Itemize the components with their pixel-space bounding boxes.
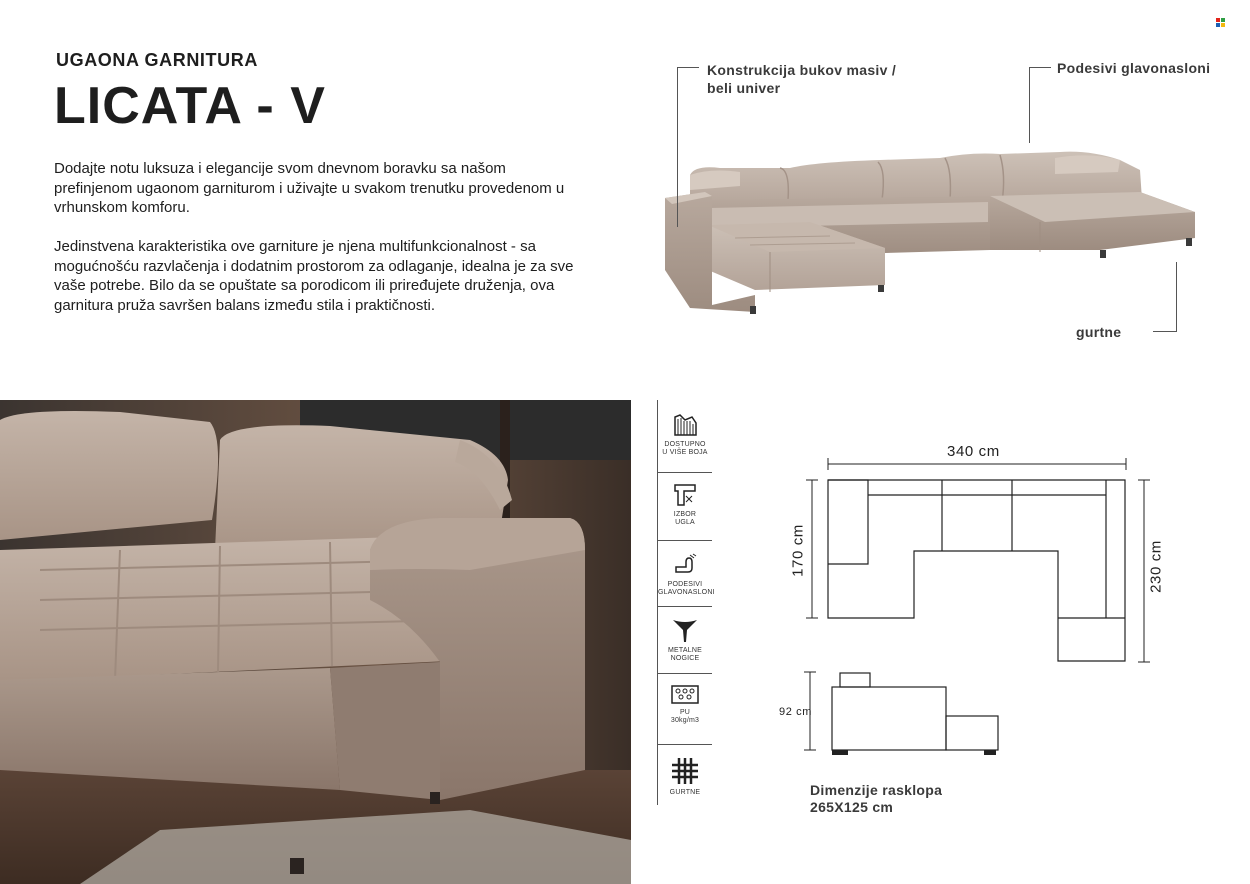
unfold-dimensions-label: Dimenzije rasklopa: [810, 782, 943, 798]
width-dimension: 340 cm: [947, 443, 1000, 460]
metal-leg-icon: [671, 616, 699, 644]
construction-callout: [707, 61, 896, 97]
unfold-dimensions-value: 265X125 cm: [810, 799, 894, 815]
description-paragraph-2: Jedinstvena karakteristika ove garniture je njena multifunkcionalnost - sa mogućnošću razvlačenja i dodatnim prostorom za odlaganje, idealna je za sve vaše potrebe. Bilo da se opuštate sa porodicom ili priređujete druženja, ova garnitura pruža savršen balans između stila i praktičnosti.: [54, 238, 574, 314]
belt-callout: gurtne: [1076, 324, 1122, 340]
foam-icon: [670, 684, 700, 706]
construction-callout-line2: beli univer: [707, 80, 781, 96]
belt-grid-icon: [670, 756, 700, 786]
headrest-callout: Podesivi glavonasloni: [1057, 60, 1211, 76]
unfold-dimensions: [810, 782, 942, 816]
headrest-callout-line-vertical: [1029, 67, 1030, 143]
feature-headrests-label-1: PODESIVI: [667, 581, 703, 588]
corner-choice-icon: [672, 482, 698, 508]
headrest-callout-line: [1029, 67, 1051, 68]
product-title: LICATA - V: [54, 77, 326, 135]
color-swatch-icon: [672, 412, 698, 438]
feature-separator: [658, 472, 712, 473]
feature-foam-label-2: 30kg/m3: [670, 717, 700, 724]
belt-callout-line-vertical: [1176, 262, 1177, 332]
right-depth-dimension: 230 cm: [1147, 540, 1165, 593]
construction-callout-line-vertical: [677, 67, 678, 227]
product-category: UGAONA GARNITURA: [56, 50, 258, 70]
brand-logo-icon: [1216, 18, 1225, 27]
sofa-product-image: [650, 130, 1210, 330]
description-paragraph-1: Dodajte notu luksuza i elegancije svom dnevnom boravku sa našom prefinjenom ugaonom garniturom i uživajte u svakom trenutku provedenom u vrhunskom komforu.: [54, 160, 565, 217]
feature-belts: [658, 756, 712, 797]
adjustable-headrest-icon: [672, 552, 698, 578]
sofa-detail-photo: [0, 400, 631, 884]
feature-legs: [658, 616, 712, 663]
construction-callout-line: [677, 67, 699, 68]
construction-callout-line1: Konstrukcija bukov masiv /: [707, 62, 897, 78]
feature-corner: [658, 482, 712, 527]
feature-headrests: [658, 552, 715, 597]
feature-separator: [658, 540, 712, 541]
feature-foam-label-1: PU: [679, 709, 691, 716]
feature-colors-label-1: DOSTUPNO: [664, 441, 706, 448]
belt-callout-line: [1153, 331, 1177, 332]
feature-belts-label: GURTNE: [669, 789, 701, 796]
feature-colors-label-2: U VIŠE BOJA: [662, 449, 708, 456]
feature-headrests-label-2: GLAVONASLONI: [658, 589, 715, 596]
left-depth-dimension: 170 cm: [789, 524, 807, 577]
feature-separator: [658, 673, 712, 674]
feature-separator: [658, 606, 712, 607]
dimension-diagram: [780, 440, 1180, 770]
feature-corner-label-1: IZBOR: [673, 511, 697, 518]
feature-colors: [658, 412, 712, 457]
feature-separator: [658, 744, 712, 745]
feature-legs-label-2: NOGICE: [670, 655, 700, 662]
feature-legs-label-1: METALNE: [668, 647, 702, 654]
feature-foam: [658, 684, 712, 725]
feature-corner-label-2: UGLA: [675, 519, 695, 526]
height-dimension: 92 cm: [779, 706, 812, 718]
